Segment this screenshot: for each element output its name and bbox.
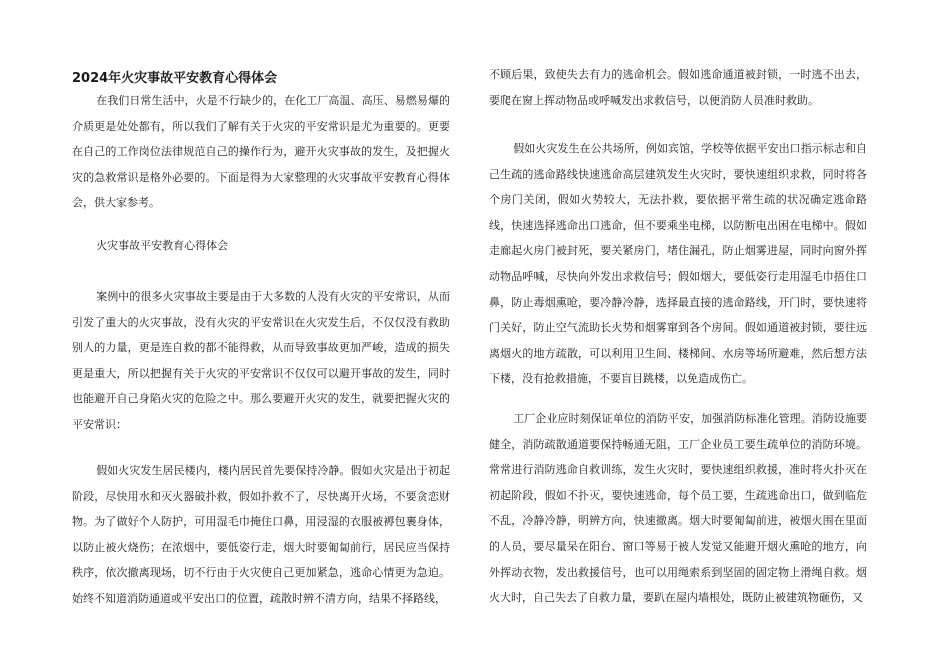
intro-paragraph: 在我们日常生活中，火是不行缺少的，在化工厂高温、高压、易燃易爆的介质更是处处都有，所以我们了解有关于火灾的平安常识是尤为重要的。更要在自己的工作岗位法律规范自己的操作行为，避开火灾事故的发生，及把握火灾的急救常识是格外必要的。下面是得为大家整理的火灾事故平安教育心得体会，供大家参考。: [72, 94, 450, 210]
continued-paragraph: 不顾后果，致使失去有力的逃命机会。假如逃命通道被封锁，一时逃不出去，要爬在窗上挥动物品或呼喊发出求救信号，以便消防人员准时救助。: [489, 68, 867, 107]
body-paragraph-1: 案例中的很多火灾事故主要是由于大多数的人没有火灾的平安常识，从而引发了重大的火灾事故，没有火灾的平安常识在火灾发生后，不仅仅没有救助别人的力量，更是连自救的都不能得救，从而导致事故更加严峻，造成的损失更是重大，所以把握有关于火灾的平安常识不仅仅可以避开事故的发生，同时也能避开自己身陷火灾的危险之中。那么要避开火灾的发生，就要把握火灾的平安常识：: [72, 290, 450, 431]
body-paragraph-3: 假如火灾发生在公共场所，例如宾馆，学校等依据平安出口指示标志和自己生疏的逃命路线快速逃命高层建筑发生火灾时，要快速组织求救，同时将各个房门关闭，假如火势较大，无法扑救，要依据平常生疏的状况确定逃命路线，快速选择逃命出口逃命，但不要乘坐电梯，以防断电出困在电梯中。假如走廊起火房门被封死，要关紧房门，堵住漏孔，防止烟雾进屋，同时向窗外挥动物品呼喊，尽快向外发出求救信号；假如烟大，要低姿行走用湿毛巾捂住口鼻，防止毒烟熏呛，要冷静冷静，选择最直接的逃命路线，开门时，要快速将门关好，防止空气流助长火势和烟雾窜到各个房间。假如通道被封锁，要往远离烟火的地方疏散，可以利用卫生间、楼梯间、水房等场所避难，然后想方法下楼，没有抢救措施，不要盲目跳楼，以免造成伤亡。: [489, 142, 867, 386]
section-subheading: 火灾事故平安教育心得体会: [96, 239, 229, 252]
page-title: 2024年火灾事故平安教育心得体会: [72, 71, 278, 86]
body-paragraph-4: 工厂企业应时刻保证单位的消防平安，加强消防标准化管理。消防设施要健全，消防疏散通道要保持畅通无阻，工厂企业员工要生疏单位的消防环境。常常进行消防逃命自救训练，发生火灾时，要快速组织救援，准时将火扑灭在初起阶段，假如不扑灭，要快速逃命，每个员工要，生疏逃命出口，做到临危不乱，冷静冷静，明辨方向，快速撤离。烟大时要匍匐前进，被烟火围在里面的人员，要尽量呆在阳台、窗口等易于被人发觉又能避开烟火熏呛的地方，向外挥动衣物，发出救援信号，也可以用绳索系到坚固的固定物上滑绳自救。烟火大时，自己失去了自救力量，要趴在屋内墙根处，既防止被建筑物砸伤，又: [489, 412, 867, 605]
body-paragraph-2: 假如火灾发生居民楼内，楼内居民首先要保持冷静。假如火灾是出于初起阶段，尽快用水和灭火器破扑救，假如扑救不了，尽快离开火场，不要贪恋财物。为了做好个人防护，可用湿毛巾掩住口鼻，用浸湿的衣服被褥包裹身体，以防止被火烧伤；在浓烟中，要低姿行走，烟大时要匍匐前行，居民应当保持秩序，依次撤离现场，切不行由于火灾使自己更加紧急，逃命心情更为急迫。始终不知道消防通道或平安出口的位置，疏散时辨不清方向，结果不择路线，: [72, 464, 450, 605]
